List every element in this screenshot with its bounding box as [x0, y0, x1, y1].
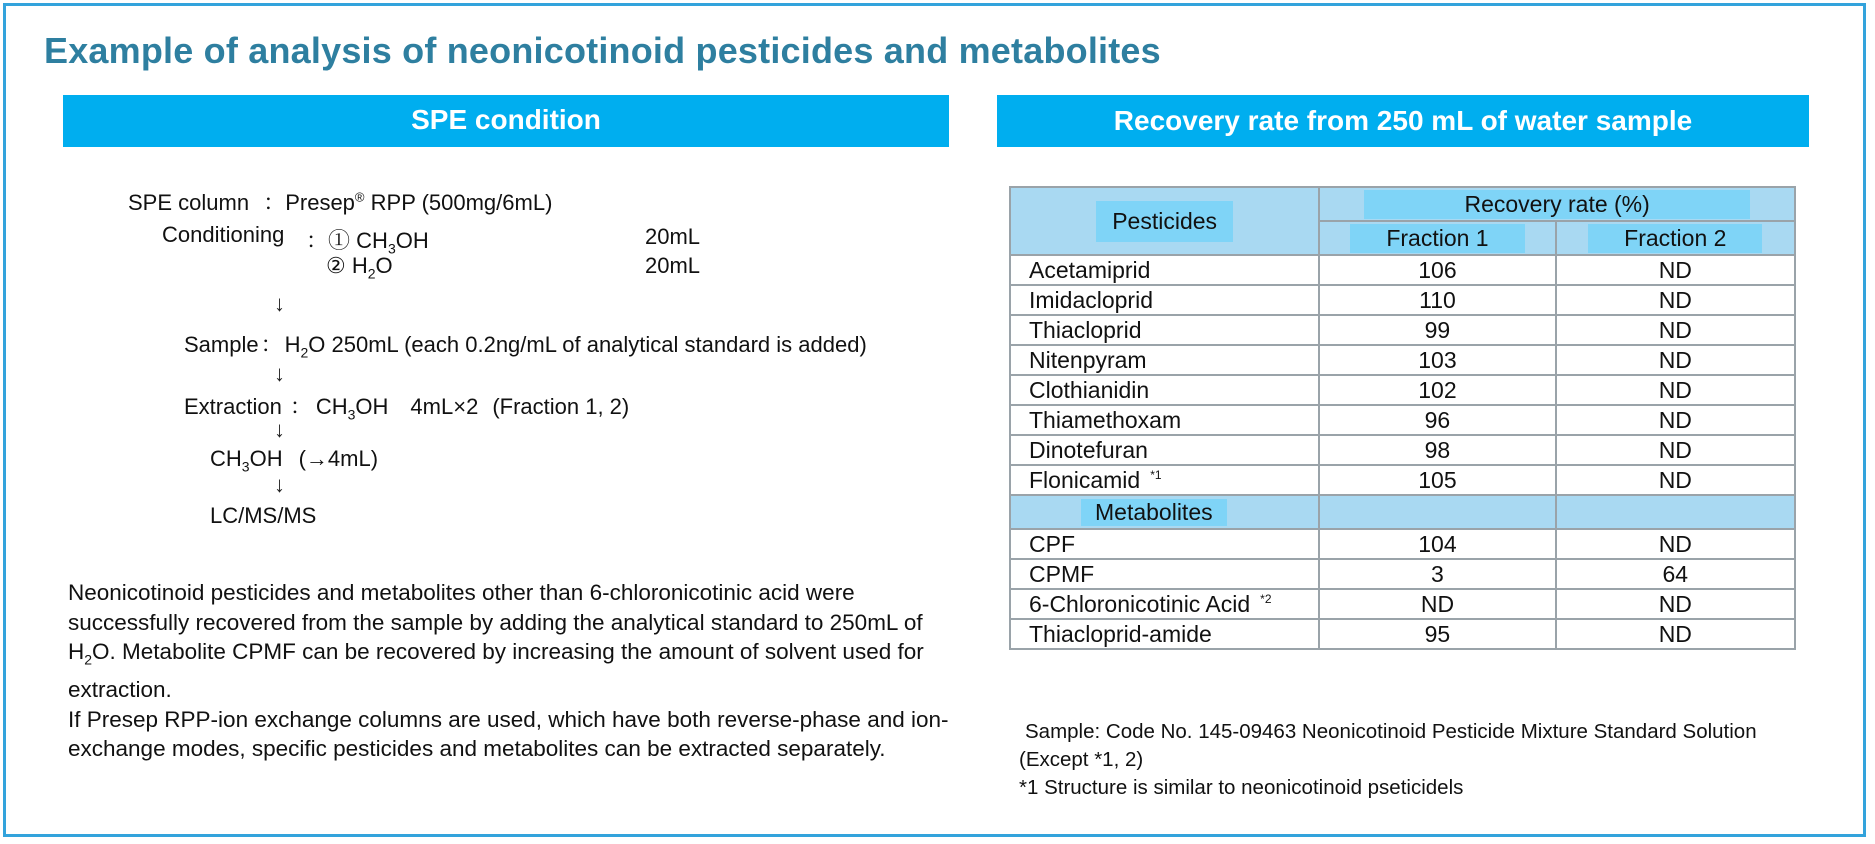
- conditioning-separator: ：: [306, 228, 329, 253]
- fraction2-value: ND: [1556, 529, 1795, 559]
- chem-part: H: [351, 253, 368, 278]
- compound-name: Thiacloprid-amide: [1029, 620, 1212, 647]
- chem-subscript: 2: [367, 265, 376, 282]
- description-text: O. Metabolite CPMF can be recovered by increasing the amount of solvent used for extraction.: [68, 639, 924, 703]
- fraction1-value: 95: [1319, 619, 1555, 649]
- fraction2-value: ND: [1556, 435, 1795, 465]
- footnote-marker: *1: [1150, 467, 1162, 482]
- compound-name-cell: [1010, 345, 1319, 375]
- fraction2-value: ND: [1556, 255, 1795, 285]
- fraction1-value: 104: [1319, 529, 1555, 559]
- spe-column-spec: RPP (500mg/6mL): [364, 190, 553, 215]
- fraction1-value: 102: [1319, 375, 1555, 405]
- fraction1-value: 3: [1319, 559, 1555, 589]
- fraction2-value: ND: [1556, 589, 1795, 619]
- compound-name: Thiacloprid: [1029, 316, 1142, 343]
- compound-name-cell: [1010, 435, 1319, 465]
- fraction2-value: ND: [1556, 285, 1795, 315]
- fraction2-value: ND: [1556, 315, 1795, 345]
- chem-subscript: 3: [347, 406, 356, 423]
- footnote-structure: *1 Structure is similar to neonicotinoid pseticidels: [1019, 776, 1464, 799]
- down-arrow-icon: ↓: [274, 291, 285, 316]
- sample-label: Sample: [184, 332, 259, 357]
- description-p1: [68, 578, 958, 705]
- chem-subscript: 2: [300, 344, 309, 361]
- extraction-separator: ：: [289, 394, 312, 419]
- table-row: [1010, 435, 1795, 465]
- fraction2-value: ND: [1556, 465, 1795, 495]
- evaporation-line: [210, 446, 378, 474]
- recovery-rate-label: Recovery rate (%): [1364, 190, 1749, 219]
- recovery-rate-header: Recovery rate from 250 mL of water sample: [997, 95, 1809, 147]
- metabolites-label: Metabolites: [1081, 499, 1227, 526]
- footnote-except: (Except *1, 2): [1019, 748, 1144, 771]
- compound-name-cell: [1010, 315, 1319, 345]
- compound-name-cell: [1010, 619, 1319, 649]
- final-step: LC/MS/MS: [210, 503, 317, 528]
- description-paragraph: [68, 578, 958, 764]
- fraction2-header: Fraction 2: [1588, 224, 1762, 253]
- metabolites-body: [1010, 529, 1795, 649]
- fraction1-value: ND: [1319, 589, 1555, 619]
- compound-name-cell: [1010, 465, 1319, 495]
- compound-name-cell: [1010, 589, 1319, 619]
- table-row: [1010, 255, 1795, 285]
- fraction2-value: ND: [1556, 345, 1795, 375]
- pesticides-body: [1010, 255, 1795, 495]
- down-arrow-icon: ↓: [274, 417, 285, 442]
- recovery-header-cell: [1319, 187, 1795, 221]
- chem-part: O: [375, 253, 393, 278]
- compound-name: 6-Chloronicotinic Acid: [1029, 590, 1251, 617]
- page-title: Example of analysis of neonicotinoid pesticides and metabolites: [44, 30, 1161, 71]
- metabolites-empty-cell: [1556, 495, 1795, 529]
- fraction1-value: 96: [1319, 405, 1555, 435]
- table-row: [1010, 405, 1795, 435]
- footnote-marker: *2: [1260, 591, 1272, 606]
- extraction-amount: 4mL×2: [410, 394, 479, 419]
- chem-part: OH: [355, 394, 389, 419]
- table-row: [1010, 465, 1795, 495]
- compound-name: Thiamethoxam: [1029, 406, 1182, 433]
- fraction1-header: Fraction 1: [1350, 224, 1524, 253]
- compound-name: CPMF: [1029, 560, 1095, 587]
- description-text: Neonicotinoid pesticides and metabolites other than 6-chloronicotinic acid were successfully recovered from the sample by adding the analytical standard to 250mL of H: [68, 580, 923, 665]
- conditioning-volume-2: 20mL: [645, 253, 701, 278]
- fraction1-value: 98: [1319, 435, 1555, 465]
- compound-name: Flonicamid: [1029, 466, 1141, 493]
- conditioning-step-2: [326, 253, 393, 281]
- fraction1-value: 105: [1319, 465, 1555, 495]
- metabolites-header-cell: [1010, 495, 1319, 529]
- compound-name-cell: [1010, 529, 1319, 559]
- table-header-row: [1010, 187, 1795, 221]
- chem-part: CH: [315, 394, 348, 419]
- compound-name: Nitenpyram: [1029, 346, 1147, 373]
- table-row: [1010, 315, 1795, 345]
- table-row: [1010, 345, 1795, 375]
- fraction2-value: 64: [1556, 559, 1795, 589]
- table-row: [1010, 529, 1795, 559]
- chem-subscript: 2: [84, 651, 93, 668]
- fraction2-value: ND: [1556, 405, 1795, 435]
- table-row: [1010, 619, 1795, 649]
- down-arrow-icon: ↓: [274, 361, 285, 386]
- fraction2-value: ND: [1556, 375, 1795, 405]
- fraction1-header-cell: [1319, 221, 1555, 255]
- compound-name: Acetamiprid: [1029, 256, 1151, 283]
- chem-part: CH: [210, 446, 242, 471]
- chem-part: OH: [249, 446, 283, 471]
- metabolites-empty-cell: [1319, 495, 1555, 529]
- compound-name-cell: [1010, 285, 1319, 315]
- footnote-sample: Sample: Code No. 145-09463 Neonicotinoid Pesticide Mixture Standard Solution: [1025, 720, 1757, 743]
- pesticides-header-cell: [1010, 187, 1319, 255]
- table-row: [1010, 285, 1795, 315]
- compound-name: Clothianidin: [1029, 376, 1150, 403]
- spe-column-separator: ：: [263, 190, 286, 215]
- spe-condition-header: SPE condition: [63, 95, 949, 147]
- compound-name-cell: [1010, 559, 1319, 589]
- spe-column-line: [128, 186, 552, 217]
- table-row: [1010, 375, 1795, 405]
- conditioning-label: Conditioning: [162, 222, 285, 247]
- extraction-label: Extraction: [184, 394, 282, 419]
- table-footnote: [1019, 718, 1757, 802]
- evaporation-note: (→4mL): [298, 446, 379, 471]
- registered-mark: ®: [354, 189, 365, 205]
- table-row: [1010, 559, 1795, 589]
- fraction1-value: 106: [1319, 255, 1555, 285]
- step-number-2: ②: [326, 253, 346, 278]
- compound-name-cell: [1010, 405, 1319, 435]
- pesticides-header: Pesticides: [1096, 201, 1233, 242]
- spe-column-value: Presep: [285, 190, 355, 215]
- fraction2-value: ND: [1556, 619, 1795, 649]
- chem-part: CH: [356, 228, 388, 253]
- fraction1-value: 103: [1319, 345, 1555, 375]
- conditioning-volume-1: 20mL: [645, 224, 701, 249]
- fraction1-value: 110: [1319, 285, 1555, 315]
- sample-separator: ：: [260, 332, 283, 357]
- spe-column-label: SPE column: [128, 190, 250, 215]
- down-arrow-icon: ↓: [274, 472, 285, 497]
- extraction-line: [184, 390, 629, 422]
- metabolites-header-body: [1010, 495, 1795, 529]
- fraction2-header-cell: [1556, 221, 1795, 255]
- recovery-table: [1009, 186, 1796, 650]
- description-p2: If Presep RPP-ion exchange columns are used, which have both reverse-phase and ion-exchange modes, specific pesticides and metabolites can be extracted separately.: [68, 706, 949, 762]
- chem-subscript: 3: [241, 458, 250, 475]
- table-row: [1010, 589, 1795, 619]
- chem-part: H: [284, 332, 301, 357]
- compound-name-cell: [1010, 255, 1319, 285]
- compound-name: Dinotefuran: [1029, 436, 1148, 463]
- sample-text: O 250mL (each 0.2ng/mL of analytical standard is added): [308, 332, 867, 357]
- extraction-note: (Fraction 1, 2): [492, 394, 630, 419]
- compound-name: Imidacloprid: [1029, 286, 1153, 313]
- chem-part: OH: [395, 228, 429, 253]
- conditioning-step-1: [306, 224, 429, 256]
- metabolites-row: [1010, 495, 1795, 529]
- sample-line: [184, 328, 867, 360]
- fraction1-value: 99: [1319, 315, 1555, 345]
- compound-name: CPF: [1029, 530, 1075, 557]
- compound-name-cell: [1010, 375, 1319, 405]
- chem-subscript: 3: [387, 240, 396, 257]
- step-number-1: ①: [328, 228, 351, 253]
